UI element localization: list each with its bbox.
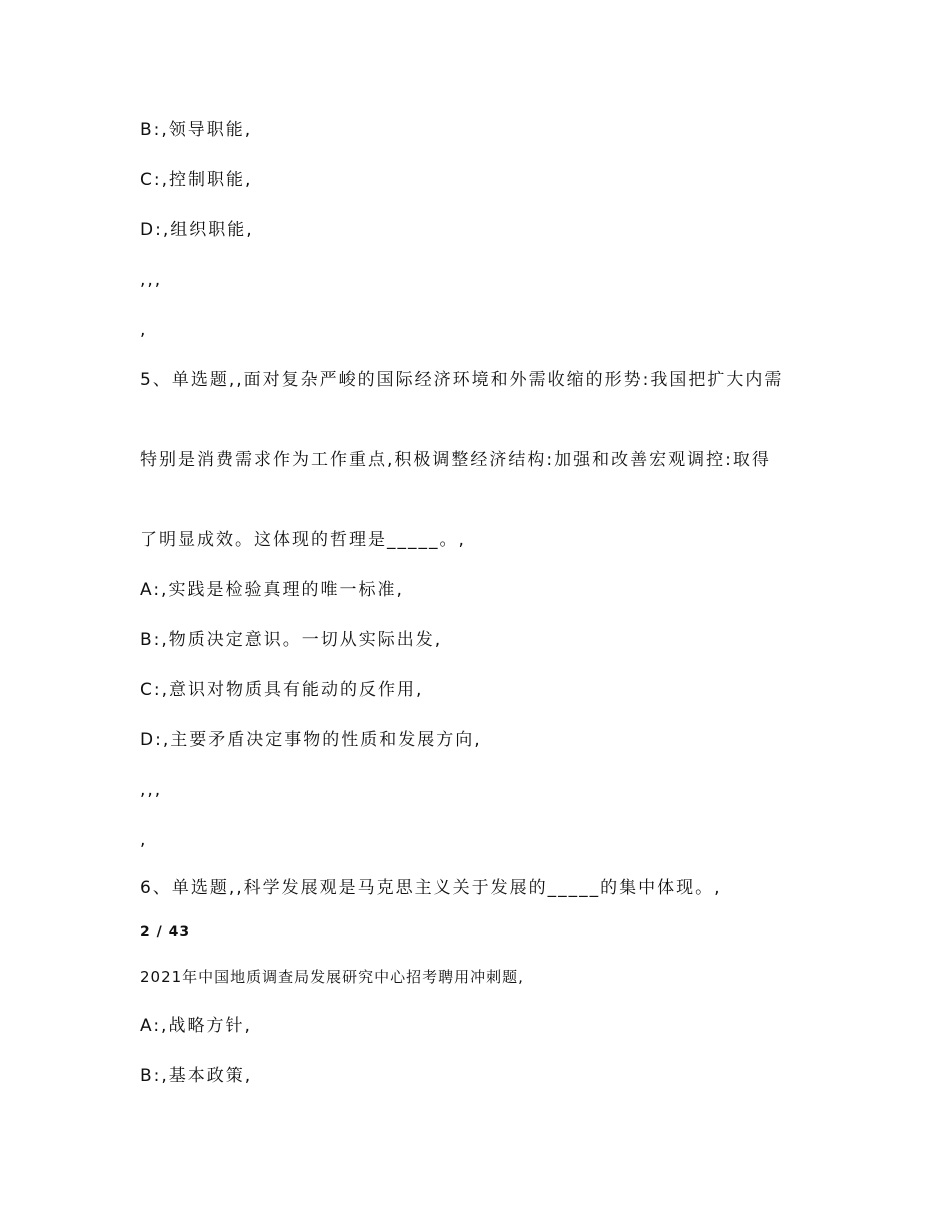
separator-commas: ,,, (140, 780, 163, 800)
question-5-text-cont: 特别是消费需求作为工作重点,积极调整经济结构:加强和改善宏观调控:取得 (140, 450, 771, 470)
question-5-text: 5、单选题,,面对复杂严峻的国际经济环境和外需收缩的形势:我国把扩大内需 (140, 370, 784, 390)
page-header: 2021年中国地质调查局发展研究中心招考聘用冲刺题, (140, 968, 524, 986)
question-5-text-end: 了明显成效。这体现的哲理是_____。, (140, 530, 466, 550)
page-number: 2 / 43 (140, 924, 191, 940)
option-c-q5: C:,意识对物质具有能动的反作用, (140, 680, 424, 700)
option-a-q5: A:,实践是检验真理的唯一标准, (140, 580, 404, 600)
separator-comma: , (140, 830, 148, 850)
option-d-q5: D:,主要矛盾决定事物的性质和发展方向, (140, 730, 482, 750)
option-d-q4: D:,组织职能, (140, 220, 254, 240)
option-b-q5: B:,物质决定意识。一切从实际出发, (140, 630, 443, 650)
option-c-q4: C:,控制职能, (140, 170, 253, 190)
option-b-q6: B:,基本政策, (140, 1066, 253, 1086)
separator-commas: ,,, (140, 270, 163, 290)
separator-comma: , (140, 320, 148, 340)
option-a-q6: A:,战略方针, (140, 1016, 252, 1036)
question-6-text: 6、单选题,,科学发展观是马克思主义关于发展的_____的集中体现。, (140, 878, 722, 898)
option-b-q4: B:,领导职能, (140, 120, 253, 140)
